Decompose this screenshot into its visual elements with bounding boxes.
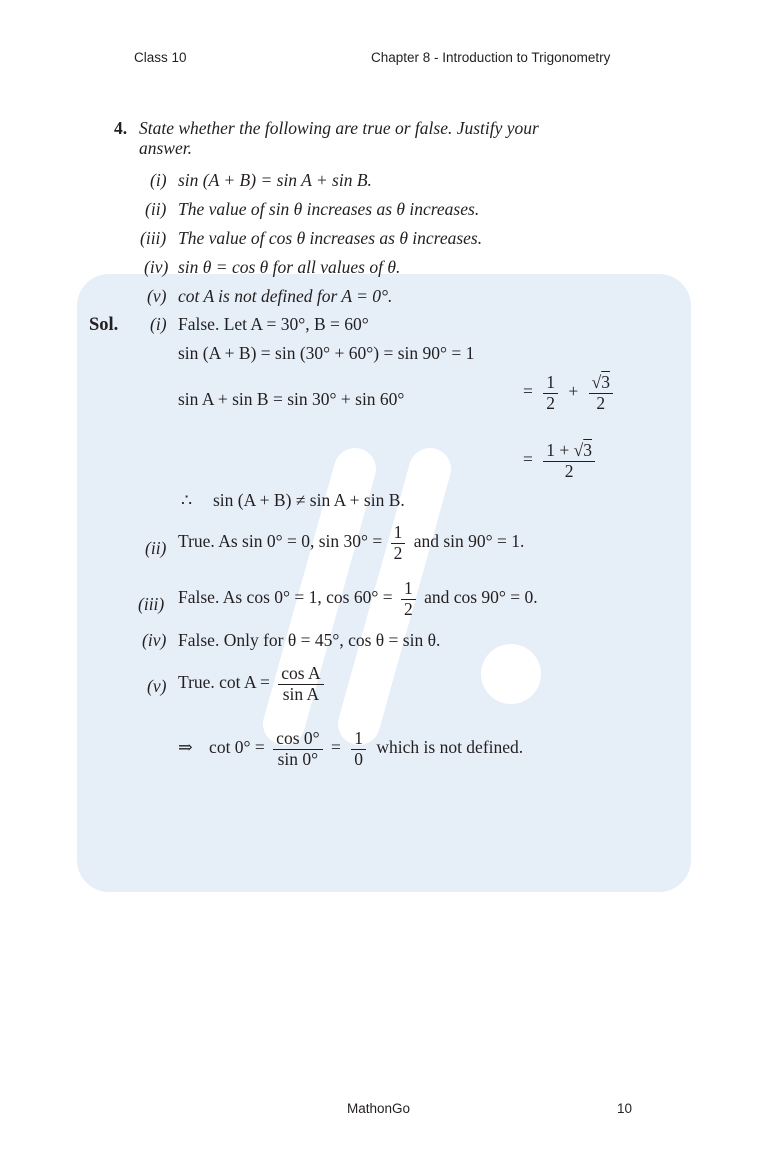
part-text: The value of cos θ increases as θ increases. — [178, 228, 483, 248]
fraction-cosA-over-sinA: $\frac{\text{cos A}}{\text{sin A}}$ — [278, 664, 323, 704]
solution-label: Sol. — [89, 315, 119, 335]
sol-i-eq1: = $\frac{1}{2}$ + $\frac{√3}{2}$ — [523, 373, 613, 413]
sol-iii-text: False. As cos 0° = 1, cos 60° = $\frac{1}{2}$ and cos 90° = 0. — [178, 578, 538, 619]
sol-i-eq2: = $\frac{1 + √3}{2}$ — [523, 441, 595, 481]
part-text: sin (A + B) = sin A + sin B. — [178, 170, 372, 190]
sol-v-text: True. cot A = $\frac{\text{cos A}}{\text{sin A}}$ — [178, 664, 324, 704]
implies-icon: ⇒ — [178, 737, 193, 758]
sol-ii-label: (ii) — [145, 538, 167, 558]
header-chapter: Chapter 8 - Introduction to Trigonometry — [371, 50, 611, 65]
part-label: (iii) — [140, 228, 167, 248]
fraction-one-plus-root3-over-2: $\frac{1 + √3}{2}$ — [543, 441, 595, 481]
sol-i-line3: sin A + sin B = sin 30° + sin 60° — [178, 389, 405, 409]
sol-i-label: (i) — [150, 314, 167, 334]
page-number: 10 — [617, 1101, 633, 1116]
part-label: (i) — [150, 170, 167, 190]
fraction-one-half: $\frac{1}{2}$ — [401, 579, 416, 619]
sol-ii-text: True. As sin 0° = 0, sin 30° = $\frac{1}{2}$ and sin 90° = 1. — [178, 522, 525, 563]
fraction-one-half: $\frac{1}{2}$ — [543, 373, 558, 413]
therefore-icon: ∴ — [181, 490, 193, 510]
fraction-root3-over-2: $\frac{√3}{2}$ — [589, 373, 613, 413]
sol-iv-text: False. Only for θ = 45°, cos θ = sin θ. — [178, 630, 441, 650]
part-text: cot A is not defined for A = 0°. — [178, 286, 393, 306]
part-label: (iv) — [144, 257, 169, 277]
sol-i-conclusion: sin (A + B) ≠ sin A + sin B. — [213, 490, 405, 510]
question-number: 4. — [114, 118, 128, 138]
fraction-one-over-zero: $\frac{1}{0}$ — [351, 729, 366, 769]
question-stem: State whether the following are true or false. Justify your — [139, 118, 539, 138]
sol-v-label: (v) — [147, 676, 167, 696]
header-class: Class 10 — [134, 50, 187, 65]
part-text: The value of sin θ increases as θ increases. — [178, 199, 480, 219]
sol-v-line2: ⇒ cot 0° = $\frac{\cos 0^\circ}{\sin 0^\circ}$ = $\frac{1}{0}$ which is not defined. — [178, 728, 524, 769]
sol-i-line2: sin (A + B) = sin (30° + 60°) = sin 90° = 1 — [178, 343, 475, 363]
footer-brand: MathonGo — [347, 1101, 411, 1116]
fraction-cos0-over-sin0: $\frac{\cos 0^\circ}{\sin 0^\circ}$ — [273, 729, 322, 769]
sol-iii-label: (iii) — [138, 594, 165, 614]
sol-iv-label: (iv) — [142, 630, 167, 650]
part-text: sin θ = cos θ for all values of θ. — [178, 257, 401, 277]
question-stem-cont: answer. — [139, 138, 192, 158]
fraction-one-half: $\frac{1}{2}$ — [391, 523, 406, 563]
sol-i-line1: False. Let A = 30°, B = 60° — [178, 314, 369, 334]
part-label: (v) — [147, 286, 167, 306]
part-label: (ii) — [145, 199, 167, 219]
